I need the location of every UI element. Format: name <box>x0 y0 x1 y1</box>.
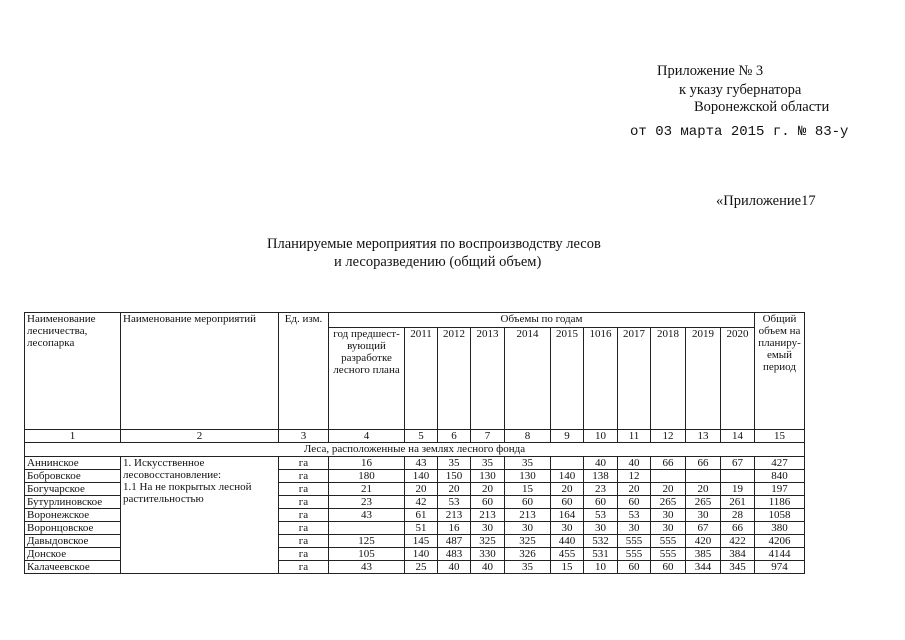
value-cell: 20 <box>618 483 651 496</box>
forest-measures-table <box>24 312 805 574</box>
value-cell: 60 <box>618 561 651 574</box>
document-title-line-1: Планируемые мероприятия по воспроизводству лесов <box>267 236 601 252</box>
value-cell: 30 <box>618 522 651 535</box>
forestry-name: Бутурлиновское <box>25 496 121 509</box>
unit-cell: га <box>279 496 329 509</box>
header-forestry: Наименование лесничества, лесопарка <box>25 313 121 430</box>
column-index: 5 <box>405 430 438 443</box>
value-cell: 19 <box>721 483 755 496</box>
value-cell: 20 <box>438 483 471 496</box>
unit-cell: га <box>279 548 329 561</box>
column-index: 9 <box>551 430 584 443</box>
value-cell: 23 <box>584 483 618 496</box>
total-cell: 4144 <box>755 548 805 561</box>
header-year: 2020 <box>721 328 755 430</box>
prev-year-cell: 21 <box>329 483 405 496</box>
value-cell: 440 <box>551 535 584 548</box>
value-cell: 40 <box>618 457 651 470</box>
forestry-name: Воронцовское <box>25 522 121 535</box>
value-cell <box>551 457 584 470</box>
value-cell: 35 <box>505 561 551 574</box>
total-cell: 380 <box>755 522 805 535</box>
header-previous-year: год предшест-вующий разработке лесного плана <box>329 328 405 430</box>
value-cell <box>721 470 755 483</box>
value-cell: 145 <box>405 535 438 548</box>
value-cell: 130 <box>505 470 551 483</box>
value-cell: 20 <box>405 483 438 496</box>
value-cell: 455 <box>551 548 584 561</box>
value-cell: 420 <box>686 535 721 548</box>
value-cell: 130 <box>471 470 505 483</box>
value-cell: 67 <box>721 457 755 470</box>
value-cell: 30 <box>584 522 618 535</box>
prev-year-cell: 180 <box>329 470 405 483</box>
total-cell: 4206 <box>755 535 805 548</box>
value-cell: 384 <box>721 548 755 561</box>
value-cell: 61 <box>405 509 438 522</box>
value-cell: 30 <box>551 522 584 535</box>
column-index: 3 <box>279 430 329 443</box>
value-cell: 35 <box>438 457 471 470</box>
unit-cell: га <box>279 561 329 574</box>
forestry-name: Давыдовское <box>25 535 121 548</box>
value-cell: 60 <box>471 496 505 509</box>
column-index: 13 <box>686 430 721 443</box>
value-cell: 555 <box>618 548 651 561</box>
column-index: 7 <box>471 430 505 443</box>
value-cell: 35 <box>471 457 505 470</box>
unit-cell: га <box>279 457 329 470</box>
value-cell: 53 <box>584 509 618 522</box>
forestry-name: Воронежское <box>25 509 121 522</box>
value-cell: 42 <box>405 496 438 509</box>
value-cell: 60 <box>651 561 686 574</box>
column-index: 6 <box>438 430 471 443</box>
value-cell: 326 <box>505 548 551 561</box>
header-volumes-by-year: Объемы по годам <box>329 313 755 328</box>
value-cell: 213 <box>471 509 505 522</box>
value-cell: 30 <box>505 522 551 535</box>
column-index: 15 <box>755 430 805 443</box>
prev-year-cell: 43 <box>329 561 405 574</box>
value-cell: 30 <box>651 522 686 535</box>
value-cell: 35 <box>505 457 551 470</box>
value-cell: 261 <box>721 496 755 509</box>
unit-cell: га <box>279 522 329 535</box>
value-cell: 51 <box>405 522 438 535</box>
document-title-line-2: и лесоразведению (общий объем) <box>334 254 542 270</box>
value-cell: 20 <box>551 483 584 496</box>
measure-line: 1.1 На не покрытых лесной <box>123 481 252 493</box>
value-cell: 150 <box>438 470 471 483</box>
value-cell: 30 <box>686 509 721 522</box>
table-row <box>25 457 805 470</box>
unit-cell: га <box>279 470 329 483</box>
value-cell: 325 <box>505 535 551 548</box>
total-cell: 197 <box>755 483 805 496</box>
value-cell: 532 <box>584 535 618 548</box>
value-cell: 213 <box>438 509 471 522</box>
region-name: Воронежской области <box>694 99 830 115</box>
appendix-17-label: «Приложение17 <box>716 193 816 209</box>
value-cell: 265 <box>686 496 721 509</box>
header-year: 2019 <box>686 328 721 430</box>
prev-year-cell: 105 <box>329 548 405 561</box>
value-cell: 531 <box>584 548 618 561</box>
value-cell: 325 <box>471 535 505 548</box>
header-year: 2012 <box>438 328 471 430</box>
value-cell: 66 <box>686 457 721 470</box>
column-index-row <box>25 430 805 443</box>
column-index: 14 <box>721 430 755 443</box>
value-cell: 487 <box>438 535 471 548</box>
prev-year-cell: 16 <box>329 457 405 470</box>
value-cell: 40 <box>471 561 505 574</box>
value-cell: 344 <box>686 561 721 574</box>
value-cell: 140 <box>405 548 438 561</box>
header-unit: Ед. изм. <box>279 313 329 430</box>
value-cell: 43 <box>405 457 438 470</box>
value-cell: 67 <box>686 522 721 535</box>
total-cell: 974 <box>755 561 805 574</box>
column-index: 2 <box>121 430 279 443</box>
value-cell: 140 <box>405 470 438 483</box>
column-index: 10 <box>584 430 618 443</box>
column-index: 1 <box>25 430 121 443</box>
header-total: Общий объем на планиру-емый период <box>755 313 805 430</box>
column-index: 4 <box>329 430 405 443</box>
value-cell: 265 <box>651 496 686 509</box>
header-year: 2017 <box>618 328 651 430</box>
header-year: 2011 <box>405 328 438 430</box>
total-cell: 1186 <box>755 496 805 509</box>
value-cell: 15 <box>551 561 584 574</box>
value-cell: 330 <box>471 548 505 561</box>
value-cell: 10 <box>584 561 618 574</box>
measure-line: 1. Искусственное <box>123 457 205 469</box>
value-cell: 555 <box>618 535 651 548</box>
value-cell: 16 <box>438 522 471 535</box>
value-cell: 60 <box>584 496 618 509</box>
value-cell: 385 <box>686 548 721 561</box>
prev-year-cell: 23 <box>329 496 405 509</box>
forestry-name: Аннинское <box>25 457 121 470</box>
value-cell: 345 <box>721 561 755 574</box>
value-cell: 53 <box>618 509 651 522</box>
value-cell <box>686 470 721 483</box>
header-year: 1016 <box>584 328 618 430</box>
header-year: 2015 <box>551 328 584 430</box>
value-cell: 555 <box>651 535 686 548</box>
value-cell: 28 <box>721 509 755 522</box>
value-cell: 53 <box>438 496 471 509</box>
unit-cell: га <box>279 535 329 548</box>
value-cell: 138 <box>584 470 618 483</box>
header-year: 2013 <box>471 328 505 430</box>
value-cell: 422 <box>721 535 755 548</box>
value-cell: 213 <box>505 509 551 522</box>
value-cell: 60 <box>618 496 651 509</box>
value-cell: 30 <box>651 509 686 522</box>
total-cell: 840 <box>755 470 805 483</box>
value-cell: 25 <box>405 561 438 574</box>
header-measure: Наименование мероприятий <box>121 313 279 430</box>
prev-year-cell <box>329 522 405 535</box>
header-year: 2018 <box>651 328 686 430</box>
value-cell: 20 <box>651 483 686 496</box>
measure-line: лесовосстановление: <box>123 469 222 481</box>
value-cell: 483 <box>438 548 471 561</box>
decree-reference: к указу губернатора <box>679 82 802 98</box>
forestry-name: Бобровское <box>25 470 121 483</box>
forestry-name: Донское <box>25 548 121 561</box>
appendix-number: Приложение № 3 <box>657 63 764 79</box>
column-index: 11 <box>618 430 651 443</box>
value-cell: 40 <box>438 561 471 574</box>
value-cell: 555 <box>651 548 686 561</box>
forestry-name: Калачеевское <box>25 561 121 574</box>
value-cell: 66 <box>721 522 755 535</box>
forestry-name: Богучарское <box>25 483 121 496</box>
section-heading: Леса, расположенные на землях лесного фонда <box>25 443 805 457</box>
decree-date: от 03 марта 2015 г. № 83-у <box>630 124 849 140</box>
unit-cell: га <box>279 483 329 496</box>
value-cell: 20 <box>471 483 505 496</box>
total-cell: 1058 <box>755 509 805 522</box>
measure-line: растительностью <box>123 493 204 505</box>
value-cell: 66 <box>651 457 686 470</box>
total-cell: 427 <box>755 457 805 470</box>
value-cell: 140 <box>551 470 584 483</box>
prev-year-cell: 125 <box>329 535 405 548</box>
prev-year-cell: 43 <box>329 509 405 522</box>
value-cell: 15 <box>505 483 551 496</box>
value-cell: 60 <box>505 496 551 509</box>
value-cell <box>651 470 686 483</box>
value-cell: 20 <box>686 483 721 496</box>
value-cell: 60 <box>551 496 584 509</box>
value-cell: 40 <box>584 457 618 470</box>
value-cell: 12 <box>618 470 651 483</box>
measure-description <box>121 457 279 574</box>
unit-cell: га <box>279 509 329 522</box>
header-year: 2014 <box>505 328 551 430</box>
column-index: 12 <box>651 430 686 443</box>
value-cell: 164 <box>551 509 584 522</box>
value-cell: 30 <box>471 522 505 535</box>
column-index: 8 <box>505 430 551 443</box>
